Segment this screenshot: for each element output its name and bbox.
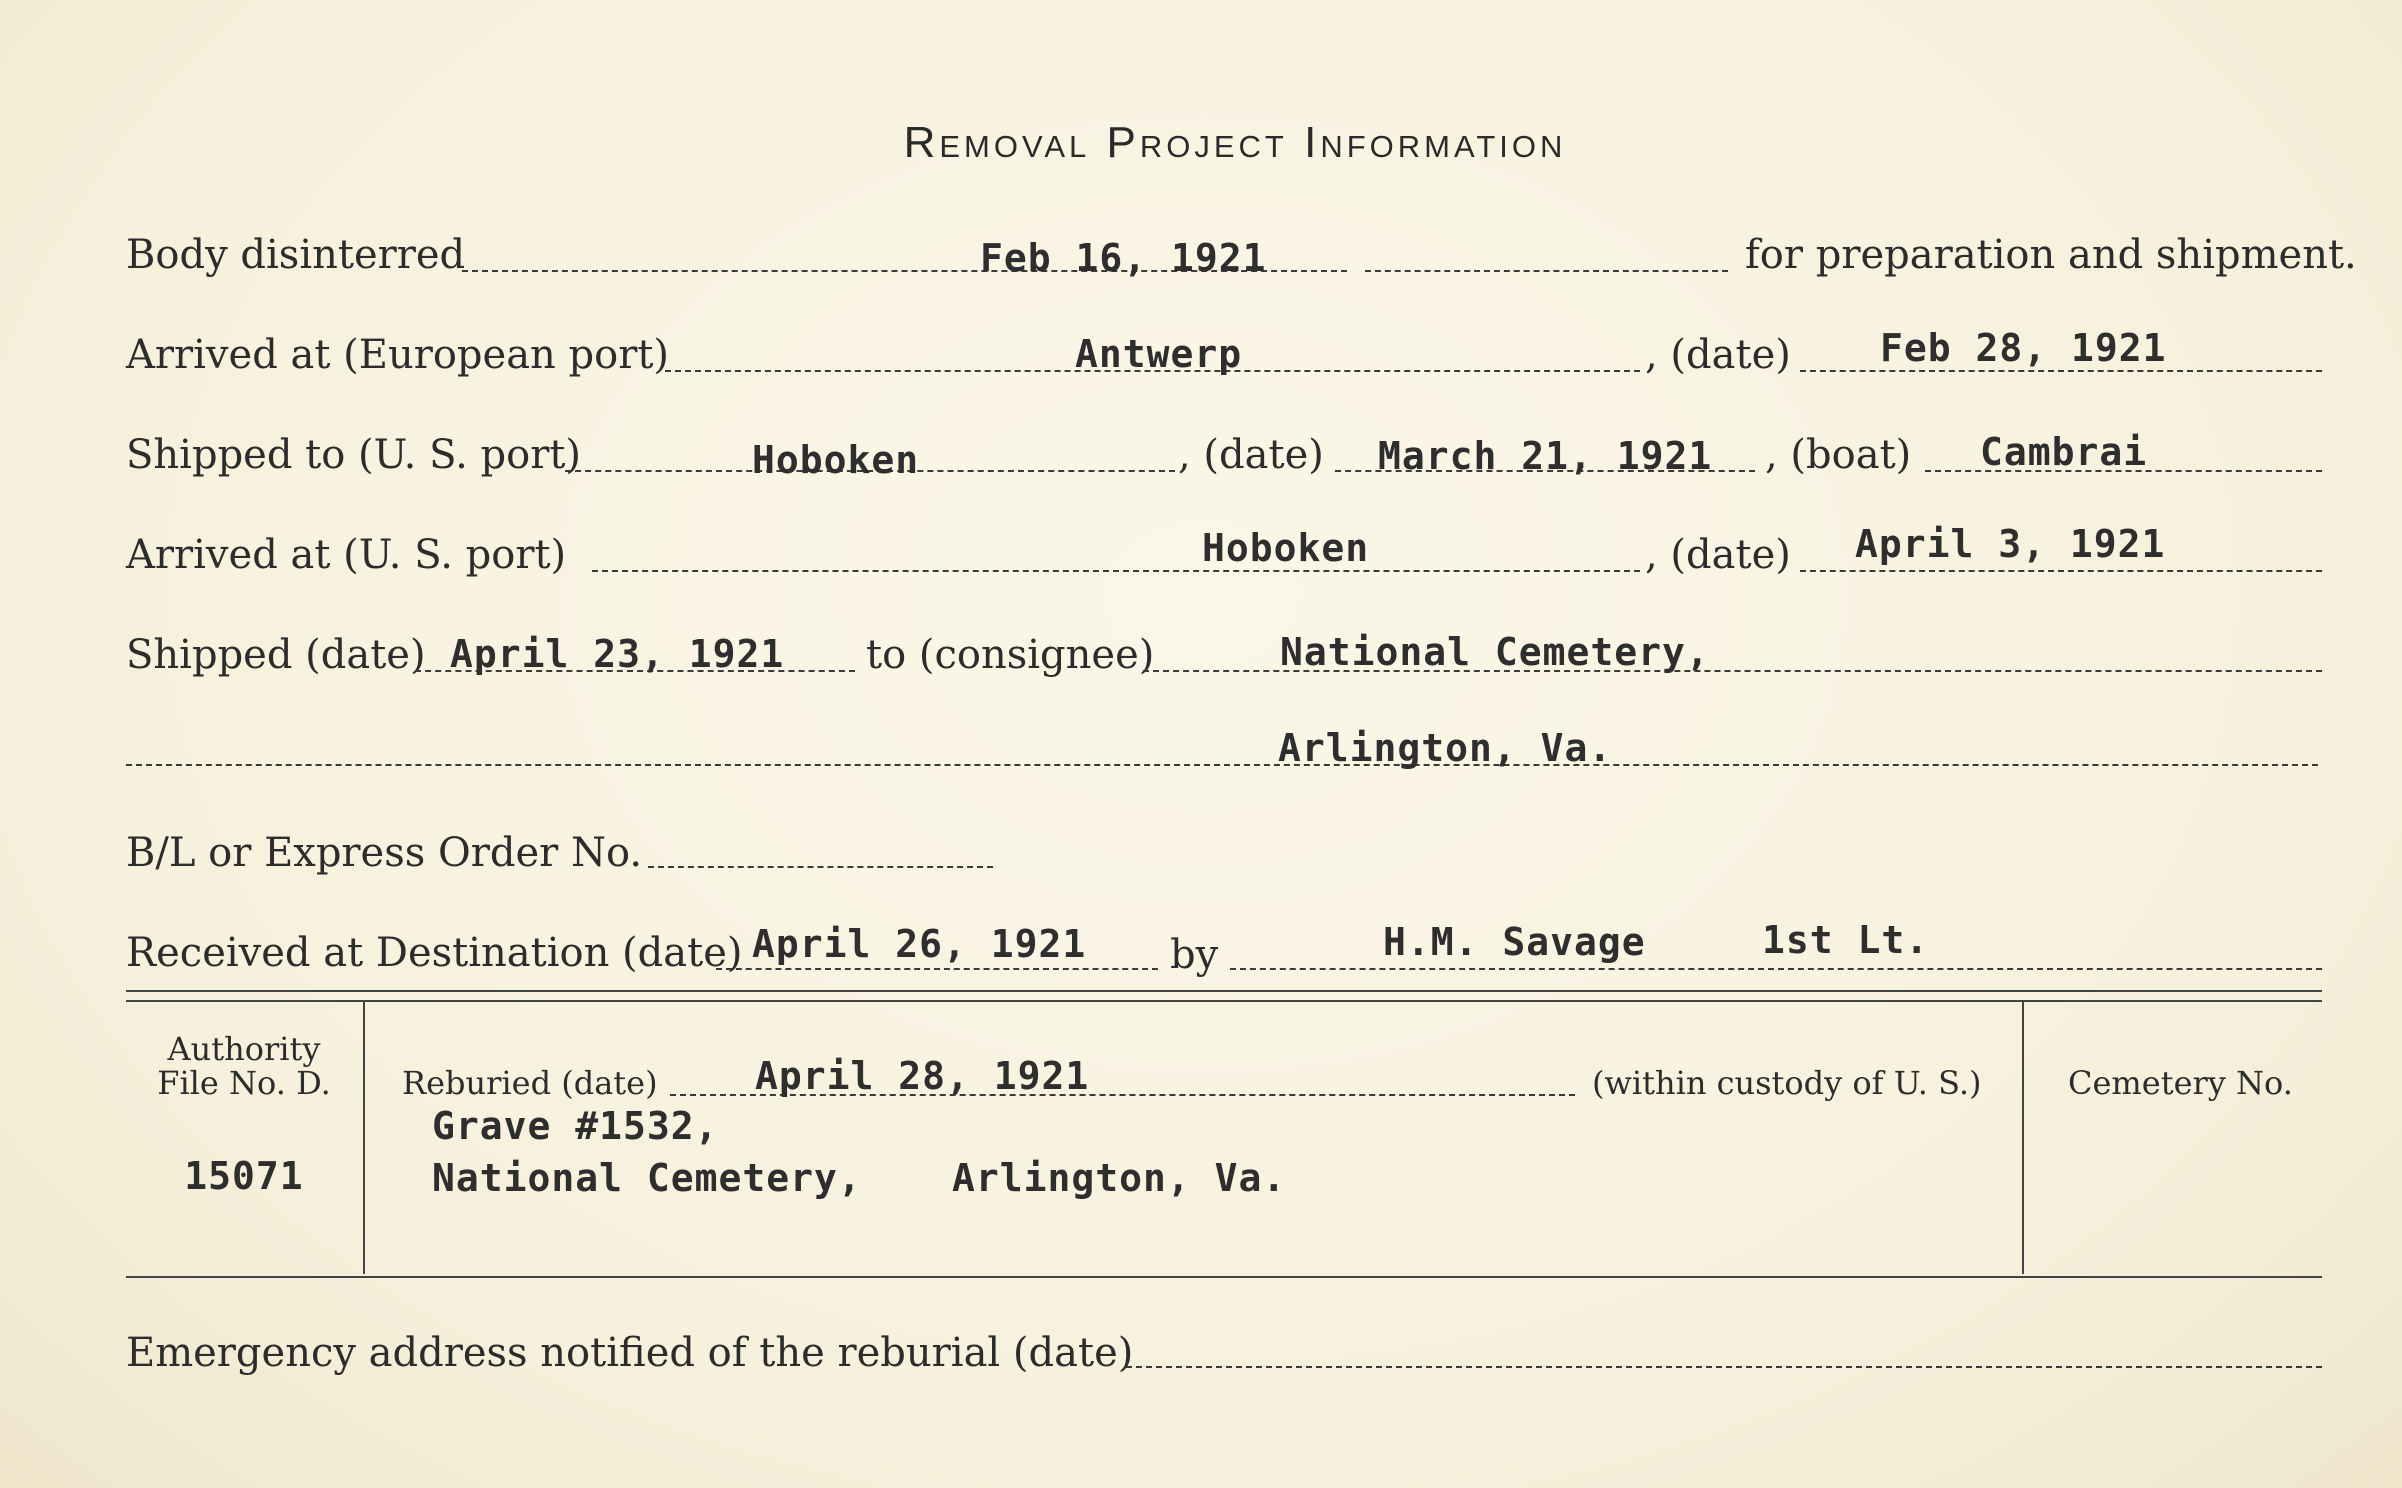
bl-label: B/L or Express Order No. — [126, 830, 643, 876]
euro-port-date-line — [1800, 370, 2322, 372]
bl-line — [648, 866, 993, 868]
authority-label-1: Authority — [167, 1030, 321, 1068]
us-ship-boat: Cambrai — [1980, 430, 2148, 474]
received-date-line — [716, 968, 1158, 970]
consignee-label: to (consignee) — [866, 632, 1155, 678]
us-ship-date-label: , (date) — [1178, 432, 1324, 478]
us-ship-value: Hoboken — [752, 438, 920, 482]
divider-bottom — [126, 1276, 2322, 1278]
shipped-date: April 23, 1921 — [450, 632, 785, 676]
shipped-label: Shipped (date) — [126, 632, 426, 678]
divider-top-1 — [126, 990, 2322, 992]
received-by-label: by — [1170, 932, 1219, 978]
grave-line-3: Arlington, Va. — [952, 1156, 1287, 1200]
us-ship-label: Shipped to (U. S. port) — [126, 432, 581, 478]
us-arr-date-line — [1800, 570, 2322, 572]
received-by-line — [1230, 968, 2322, 970]
consignee-line-2 — [126, 764, 2318, 766]
euro-port-date: Feb 28, 1921 — [1880, 326, 2167, 370]
authority-label-2: File No. D. — [157, 1064, 331, 1102]
disinterred-line-2 — [1365, 270, 1728, 272]
reburied-date: April 28, 1921 — [755, 1054, 1090, 1098]
grave-line-2: National Cemetery, — [432, 1156, 862, 1200]
consignee-1: National Cemetery, — [1280, 630, 1710, 674]
us-arr-line — [592, 570, 1640, 572]
emergency-label: Emergency address notified of the reburial (date) — [126, 1330, 1134, 1376]
authority-label — [126, 1032, 362, 1100]
disinterred-label: Body disinterred — [126, 232, 466, 278]
us-arr-value: Hoboken — [1202, 526, 1370, 570]
us-ship-date: March 21, 1921 — [1378, 434, 1713, 478]
us-arr-date-label: , (date) — [1645, 532, 1791, 578]
euro-port-label: Arrived at (European port) — [126, 332, 670, 378]
euro-port-value: Antwerp — [1075, 332, 1243, 376]
received-by: H.M. Savage — [1383, 920, 1646, 964]
divider-right — [2022, 1002, 2024, 1274]
reburied-label: Reburied (date) — [402, 1064, 658, 1102]
euro-port-date-label: , (date) — [1645, 332, 1791, 378]
received-date: April 26, 1921 — [752, 922, 1087, 966]
divider-top-2 — [126, 1000, 2322, 1002]
consignee-2: Arlington, Va. — [1278, 726, 1613, 770]
received-label: Received at Destination (date) — [126, 930, 743, 976]
emergency-line — [1126, 1366, 2322, 1368]
page-title: Removal Project Information — [903, 118, 1567, 167]
grave-line-1: Grave #1532, — [432, 1104, 719, 1148]
custody-label: (within custody of U. S.) — [1592, 1064, 1982, 1102]
us-arr-date: April 3, 1921 — [1855, 522, 2166, 566]
divider-left — [363, 1002, 365, 1274]
disinterred-suffix: for preparation and shipment. — [1745, 232, 2357, 278]
us-arr-label: Arrived at (U. S. port) — [126, 532, 567, 578]
file-number: 15071 — [184, 1154, 304, 1198]
cemetery-no-label: Cemetery No. — [2068, 1064, 2293, 1102]
disinterred-value: Feb 16, 1921 — [980, 236, 1267, 280]
received-rank: 1st Lt. — [1762, 918, 1930, 962]
us-ship-boat-label: , (boat) — [1765, 432, 1912, 478]
